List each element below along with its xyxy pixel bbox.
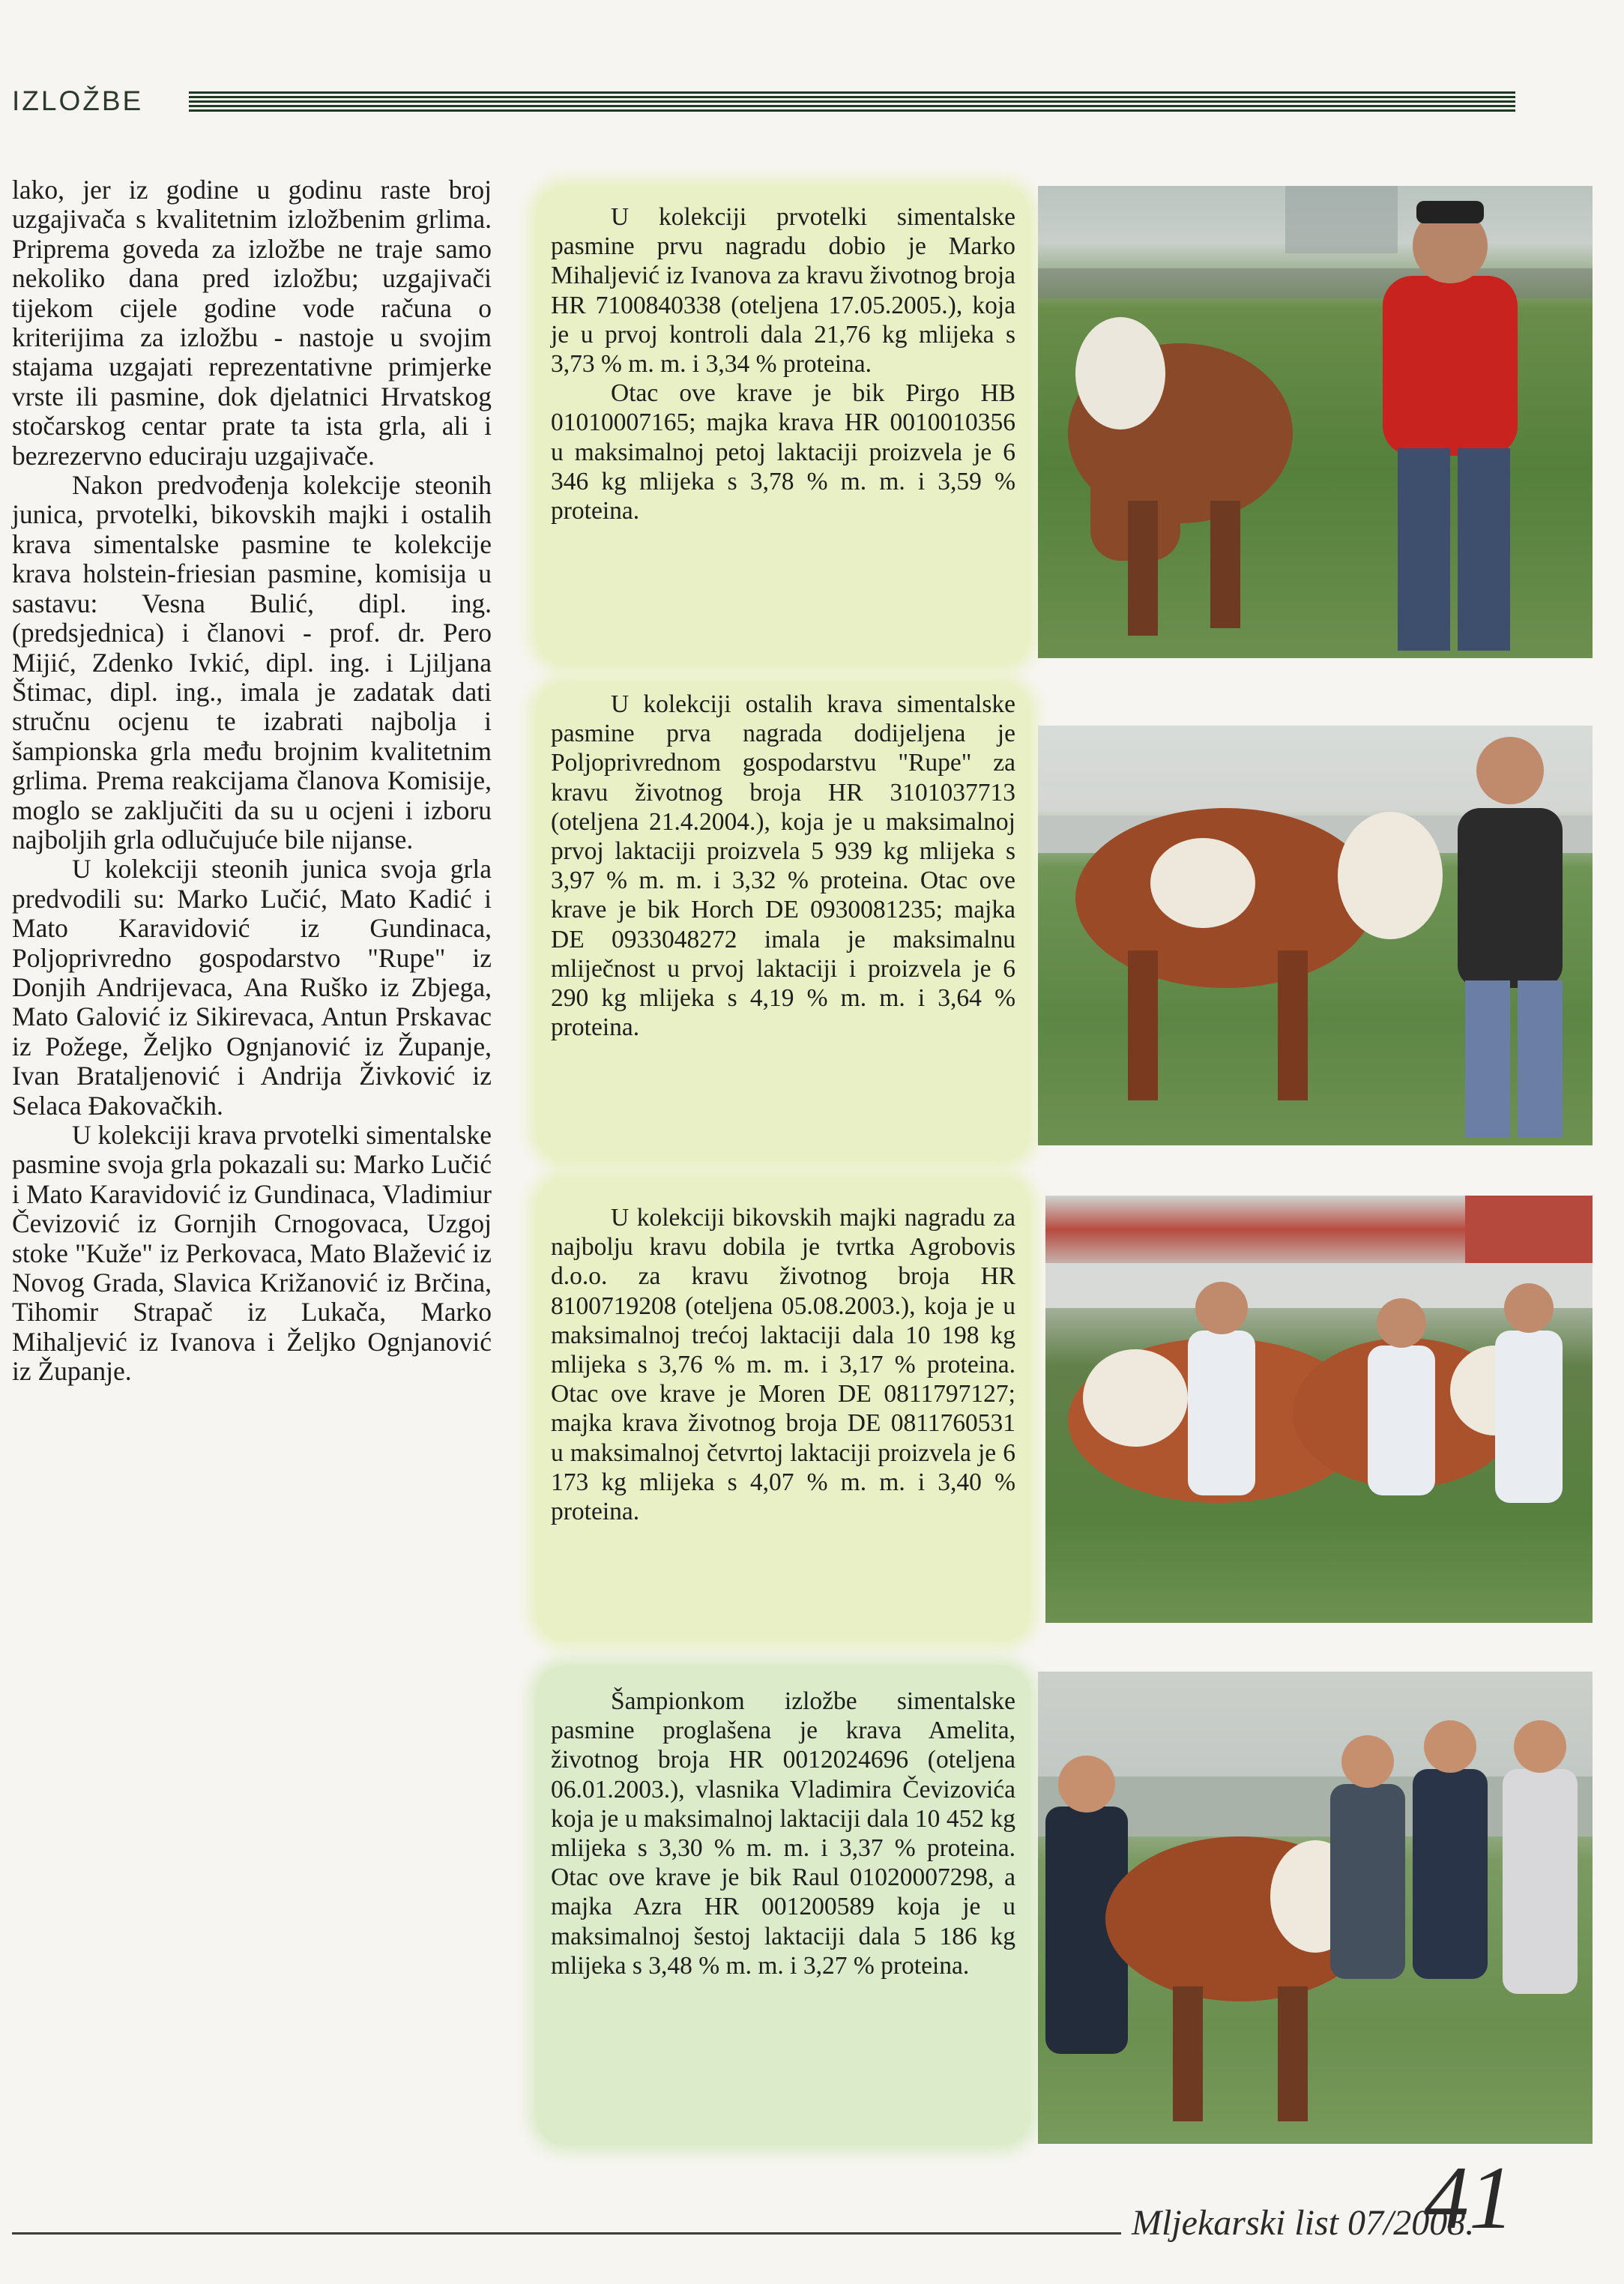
header-rule [189,91,1515,112]
body-paragraph: Nakon predvođenja kolekcije steonih junica, prvotelki, bikovskih majki i ostalih krava simentalske pasmine te kolekcije krava holstein-friesian pasmine, komisija u sastavu: Vesna Bulić, dipl. ing. (predsjednica) i članovi - prof. dr. Pero Mijić, Zdenko Ivkić, dipl. ing. i Ljiljana Štimac, dipl. ing., imala je zadatak dati stručnu ocjenu te izabrati najbolja i šampionska grla među brojnim kvalitetnim grlima. Prema reakcijama članova Komisije, moglo se zaključiti da su u ocjeni i izboru najboljih grla odlučujuće bile nijanse. [12,470,492,855]
body-paragraph: U kolekciji krava prvotelki simentalske pasmine svoja grla pokazali su: Marko Lučić i Mato Karavidović iz Gundinaca, Vladimiur Čevizović iz Gornjih Crnogovaca, Uzgoj stoke "Kuže" iz Perkovaca, Mato Blažević iz Novog Grada, Slavica Križanović iz Brčina, Tihomir Strapač iz Lukača, Marko Mihaljević iz Ivanova i Željko Ognjanović iz Županje. [12,1120,492,1387]
left-text-column [12,175,492,1387]
photo-champion-amelita [1038,1672,1593,2144]
photo-caption [551,690,1015,1042]
body-paragraph: lako, jer iz godine u godinu raste broj uzgajivača s kvalitetnim izložbenim grlima. Priprema goveda za izložbe ne traje samo nekoliko dana pred izložbu; uzgajivači tijekom cijele godine vode računa o kriterijima za izložbu - nastoje u svojim stajama uzgajati reprezentativne primjerke vrste ili pasmine, dok djelatnici Hrvatskog stočarskog centar prate ta ista grla, ali i bezrezervno educiraju uzgajivače. [12,175,492,471]
photo-ostale-krave-winner [1038,726,1593,1145]
page-number: 41 [1424,2148,1514,2247]
footer-rule [12,2232,1121,2235]
caption-paragraph: Otac ove krave je bik Pirgo HB 01010007165; majka krava HR 0010010356 u maksimalnoj petoj laktaciji proizvela je 6 346 kg mlijeka s 3,78 % m. m. i 3,59 % proteina. [551,379,1015,525]
photo-illustration [1038,186,1593,658]
caption-paragraph: U kolekciji prvotelki simentalske pasmine prvu nagradu dobio je Marko Mihaljević iz Ivanova za kravu životnog broja HR 7100840338 (oteljena 17.05.2005.), koja je u prvoj kontroli dala 21,76 kg mlijeka s 3,73 % m. m. i 3,34 % proteina. [551,203,1015,379]
caption-paragraph: U kolekciji ostalih krava simentalske pasmine prva nagrada dodijeljena je Poljoprivrednom gospodarstvu "Rupe" za kravu životnog broja HR 3101037713 (oteljena 21.4.2004.), koja je u maksimalnoj prvoj laktaciji proizvela 5 939 kg mlijeka s 3,97 % m. m. i 3,32 % proteina. Otac ove krave je bik Horch DE 0930081235; majka DE 0933048272 imala je maksimalnu mliječnost u prvoj laktaciji i proizvela je 6 290 kg mlijeka s 4,19 % m. m. i 3,64 % proteina. [551,690,1015,1042]
photo-caption [551,1687,1015,1980]
caption-paragraph: Šampionkom izložbe simentalske pasmine proglašena je krava Amelita, životnog broja HR 0012024696 (oteljena 06.01.2003.), vlasnika Vladimira Čevizovića koja je u maksimalnoj laktaciji dala 10 452 kg mlijeka s 3,30 % m. m. i 3,37 % proteina. Otac ove krave je bik Raul 01020007298, a majka Azra HR 001200589 koja je u maksimalnoj šestoj laktaciji dala 5 186 kg mlijeka s 3,48 % m. m. i 3,27 % proteina. [551,1687,1015,1980]
photo-caption [551,1203,1015,1526]
photo-illustration [1045,1196,1593,1623]
photo-illustration [1038,1672,1593,2144]
caption-paragraph: U kolekciji bikovskih majki nagradu za najbolju kravu dobila je tvrtka Agrobovis d.o.o. za kravu životnog broja HR 8100719208 (oteljena 05.08.2003.), koja je u maksimalnoj trećoj laktaciji dala 10 198 kg mlijeka s 3,76 % m. m. i 3,17 % proteina. Otac ove krave je Moren DE 0811797127; majka krava životnog broja DE 0811760531 u maksimalnoj četvrtoj laktaciji proizvela je 6 173 kg mlijeka s 4,07 % m. m. i 3,40 % proteina. [551,1204,1015,1526]
section-label: IZLOŽBE [12,85,144,116]
publication-name: Mljekarski list 07/2008. [1132,2203,1475,2243]
body-paragraph: U kolekciji steonih junica svoja grla predvodili su: Marko Lučić, Mato Kadić i Mato Karavidović iz Gundinaca, Poljoprivredno gospodarstvo "Rupe" iz Donjih Andrijevaca, Ana Ruško iz Zbjega, Mato Galović iz Sikirevaca, Antun Prskavac iz Požege, Željko Ognjanović iz Županje, Ivan Brataljenović i Andrija Živković iz Selaca Đakovačkih. [12,854,492,1121]
photo-bikovske-majke-winner [1045,1196,1593,1623]
photo-caption [551,202,1015,525]
photo-prvotelka-winner [1038,186,1593,658]
photo-illustration [1038,726,1593,1145]
